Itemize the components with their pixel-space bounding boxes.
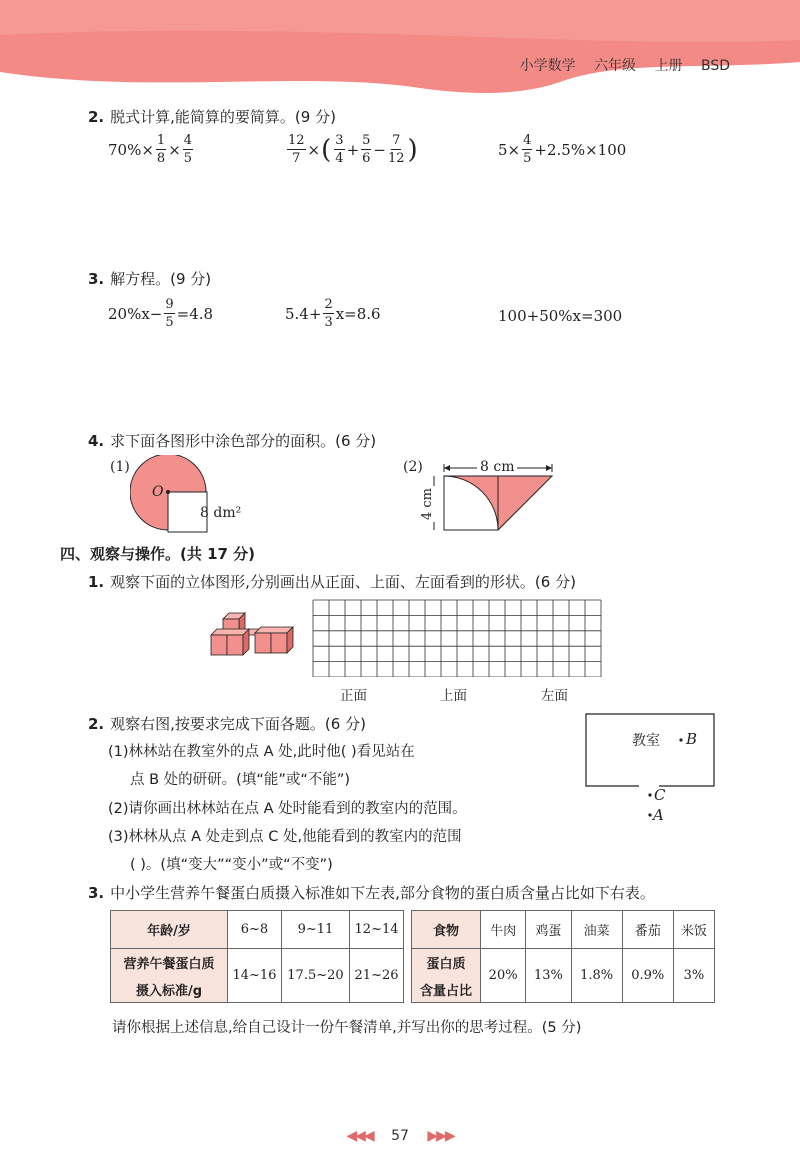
p3-prompt: 请你根据上述信息,给自己设计一份午餐清单,并写出你的思考过程。(5 分) [112,1020,582,1036]
q4-title: 4. 求下面各图形中涂色部分的面积。(6 分) [88,432,377,450]
header-band [0,0,800,95]
volume: 上册 [654,58,683,74]
standard-header: 营养午餐蛋白质 摄入标准/g [111,949,228,1003]
page-number-footer [0,1128,800,1144]
center-o: O [152,484,164,500]
p2-line3b: ( )。(填“变大”“变小”或“不变”) [130,857,333,873]
area-label: 8 dm² [200,505,242,521]
q3-title: 3. 解方程。(9 分) [88,270,212,288]
fig2-label: (2) [403,459,423,475]
fig1-circle-figure [130,455,270,535]
drawing-grid[interactable] [312,599,602,677]
p2-line3a: (3)林林从点 A 处走到点 C 处,他能看到的教室内的范围 [108,829,462,845]
header-info [506,55,730,75]
cube-figure [205,605,305,670]
q3-equation-2: 5.4+ $\frac{2}{3}$ x=8.6 [285,297,381,330]
age-header: 年龄/岁 [111,911,228,949]
p2-line2: (2)请你画出林林站在点 A 处时能看到的教室内的范围。 [108,801,467,817]
width-label: 8 cm [477,459,517,475]
grade: 六年级 [594,58,637,74]
p2-line1b: 点 B 处的研研。(填“能”或“不能”) [130,772,351,788]
view-top-label: 上面 [440,688,467,704]
q2-expression-3: 5× $\frac{4}{5}$ +2.5%×100 [498,133,627,166]
ratio-header: 蛋白质 含量占比 [412,949,481,1003]
edition: BSD [700,58,730,74]
subject: 小学数学 [519,58,576,74]
next-arrows-icon: ▶▶▶ [427,1128,454,1144]
prev-arrows-icon: ◀◀◀ [346,1128,373,1144]
view-left-label: 左面 [541,688,568,704]
q3-equation-3: 100+50%x=300 [498,307,623,325]
protein-standard-table: 年龄/岁 6~8 9~11 12~14 营养午餐蛋白质 摄入标准/g 14~16 17.5~20 21~26 [110,910,404,1003]
point-a: A [653,806,664,824]
fig1-label: (1) [110,459,130,475]
p2-title: 2. 观察右图,按要求完成下面各题。(6 分) [88,715,366,733]
classroom-label: 教室 [632,733,660,749]
point-c: C [654,786,666,804]
food-header: 食物 [412,911,481,949]
p3-title: 3. 中小学生营养午餐蛋白质摄入标准如下左表,部分食物的蛋白质含量占比如下右表。 [88,884,655,902]
q2-expression-2: $\frac{12}{7}$ × ( $\frac{3}{4}$ + $\frac{5}{6}$ − $\frac{7}{12}$ ) [288,133,418,166]
q3-equation-1: 20%x− $\frac{9}{5}$ =4.8 [108,297,214,330]
section4-title: 四、观察与操作。(共 17 分) [60,545,256,563]
food-protein-table: 食物 牛肉 鸡蛋 油菜 番茄 米饭 蛋白质 含量占比 20% 13% 1.8% 0.9% 3% [411,910,715,1003]
height-label: 4 cm [420,487,435,520]
view-front-label: 正面 [340,688,367,704]
q2-title: 2. 脱式计算,能简算的要简算。(9 分) [88,108,336,126]
point-b: B [686,730,698,748]
p1-title: 1. 观察下面的立体图形,分别画出从正面、上面、左面看到的形状。(6 分) [88,573,576,591]
p2-line1a: (1)林林站在教室外的点 A 处,此时他( )看见站在 [108,744,415,760]
page-number: 57 [391,1128,409,1144]
q2-expression-1: 70%× $\frac{1}{8}$ × $\frac{4}{5}$ [108,133,193,166]
